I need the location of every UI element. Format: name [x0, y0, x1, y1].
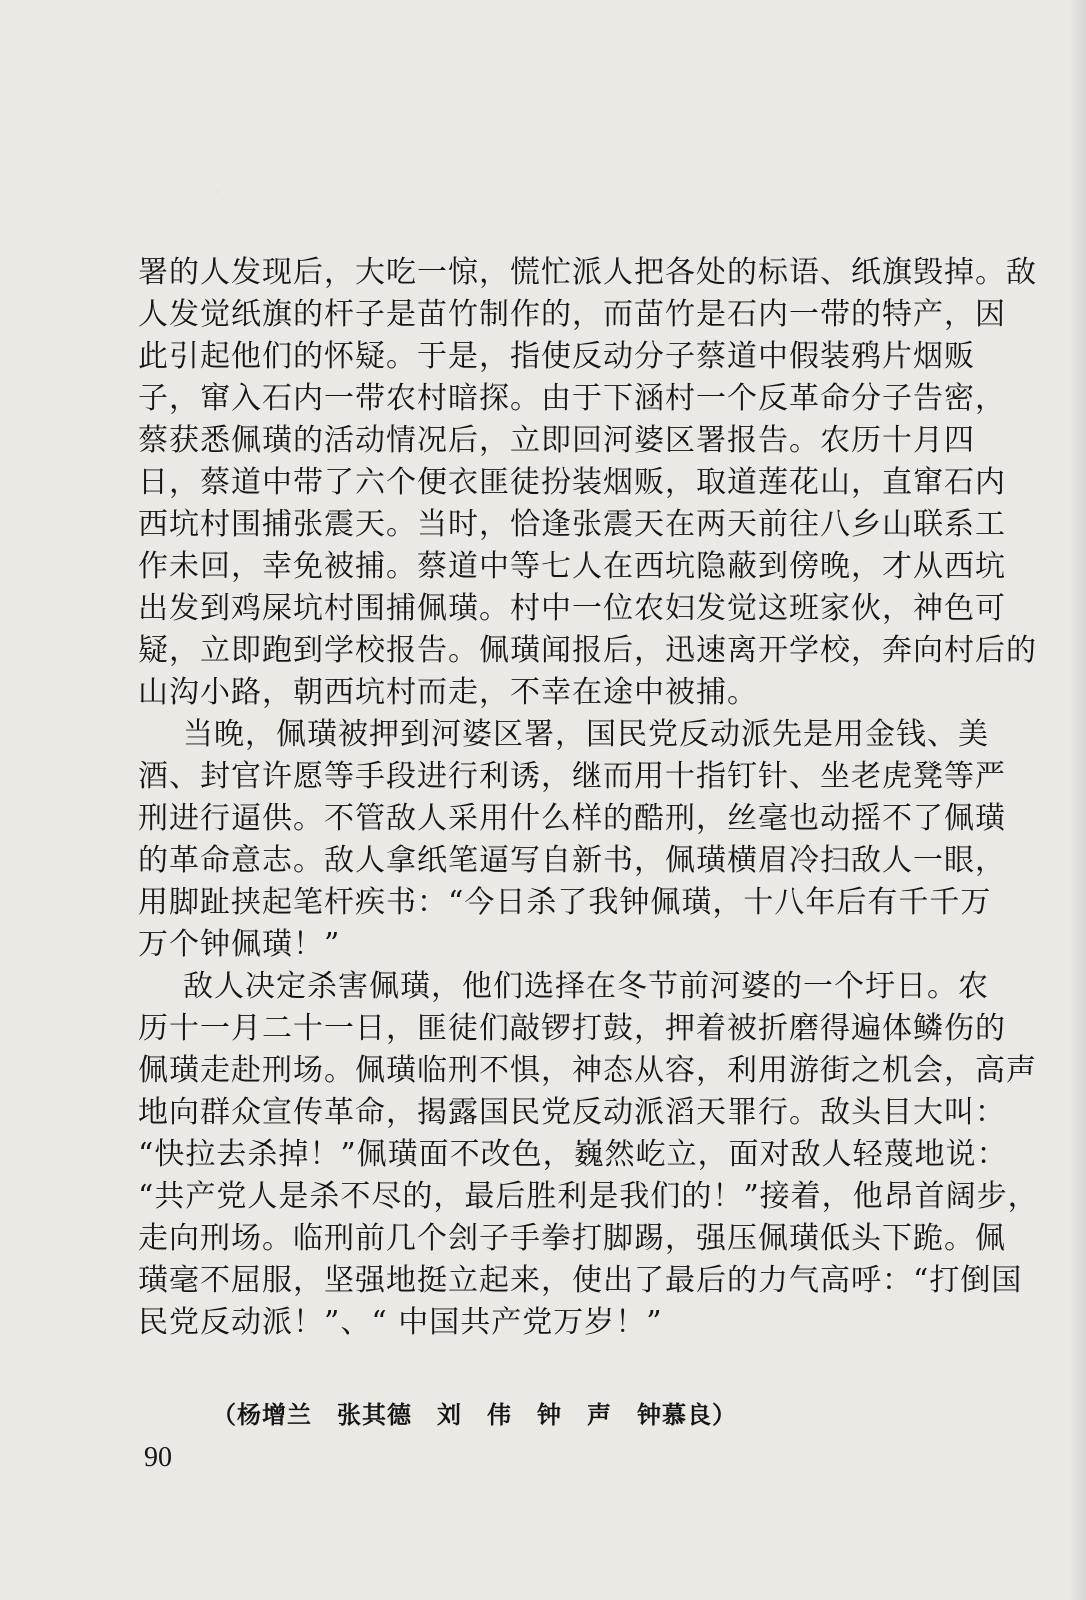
text-line: 作未回，幸免被捕。蔡道中等七人在西坑隐蔽到傍晚，才从西坑 [138, 549, 1006, 584]
text-line: 刑进行逼供。不管敌人采用什么样的酷刑，丝毫也动摇不了佩璜 [138, 801, 1006, 836]
text-line: 佩璜走赴刑场。佩璜临刑不惧，神态从容，利用游街之机会，高声 [138, 1053, 1037, 1088]
text-line: 署的人发现后，大吃一惊，慌忙派人把各处的标语、纸旗毁掉。敌 [138, 255, 1037, 290]
text-line: 万个钟佩璜！” [138, 927, 341, 962]
text-line: “快拉去杀掉！”佩璜面不改色，巍然屹立，面对敌人轻蔑地说： [138, 1137, 1008, 1172]
paragraph-2 [138, 714, 1006, 966]
text-line: 历十一月二十一日，匪徒们敲锣打鼓，押着被折磨得遍体鳞伤的 [138, 1011, 1006, 1046]
text-line: 出发到鸡屎坑村围捕佩璜。村中一位农妇发觉这班家伙，神色可 [138, 591, 1006, 626]
text-line: 日，蔡道中带了六个便衣匪徒扮装烟贩，取道莲花山，直窜石内 [138, 465, 1006, 500]
text-line: “共产党人是杀不尽的，最后胜利是我们的！”接着，他昂首阔步， [138, 1179, 1039, 1214]
text-line: 西坑村围捕张震天。当时，恰逢张震天在两天前往八乡山联系工 [138, 507, 1006, 542]
text-line: 地向群众宣传革命，揭露国民党反动派滔天罪行。敌头目大叫： [138, 1095, 1006, 1130]
paragraph-1 [138, 252, 1037, 714]
text-line: 人发觉纸旗的杆子是苗竹制作的，而苗竹是石内一带的特产，因 [138, 297, 1006, 332]
text-line: 的革命意志。敌人拿纸笔逼写自新书，佩璜横眉冷扫敌人一眼， [138, 843, 1006, 878]
text-line: 子，窜入石内一带农村暗探。由于下涵村一个反革命分子告密， [138, 381, 1006, 416]
text-line: 敌人决定杀害佩璜，他们选择在冬节前河婆的一个圩日。农 [183, 969, 989, 1004]
page-edge-shadow [1068, 0, 1086, 1600]
text-line: 璜毫不屈服，坚强地挺立起来，使出了最后的力气高呼：“打倒国 [138, 1263, 1023, 1298]
text-line: 用脚趾挟起笔杆疾书：“今日杀了我钟佩璜，十八年后有千千万 [138, 885, 992, 920]
text-line: 疑，立即跑到学校报告。佩璜闻报后，迅速离开学校，奔向村后的 [138, 633, 1037, 668]
text-line: 此引起他们的怀疑。于是，指使反动分子蔡道中假装鸦片烟贩 [138, 339, 975, 374]
main-text-block [138, 252, 1039, 1344]
text-line: 走向刑场。临刑前几个刽子手拳打脚踢，强压佩璜低头下跪。佩 [138, 1221, 1006, 1256]
text-line: 民党反动派！”、“ 中国共产党万岁！” [138, 1305, 663, 1340]
text-line: 当晚，佩璜被押到河婆区署，国民党反动派先是用金钱、美 [183, 717, 989, 752]
text-line: 山沟小路，朝西坑村而走，不幸在途中被捕。 [138, 675, 758, 710]
author-credits: （杨增兰 张其德 刘 伟 钟 声 钟慕良） [212, 1400, 737, 1429]
text-line: 蔡获悉佩璜的活动情况后，立即回河婆区署报告。农历十月四 [138, 423, 975, 458]
page-number: 90 [144, 1442, 172, 1473]
paragraph-3 [138, 966, 1039, 1344]
text-line: 酒、封官许愿等手段进行利诱，继而用十指钉针、坐老虎凳等严 [138, 759, 1006, 794]
